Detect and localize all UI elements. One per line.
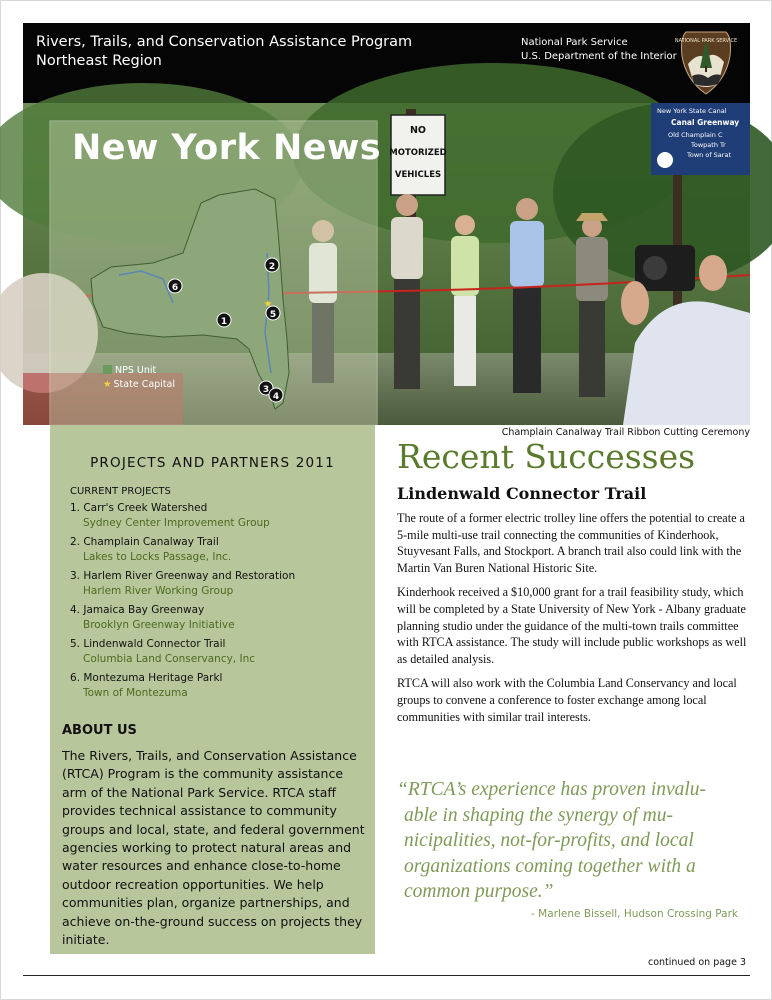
list-item — [70, 671, 370, 701]
legend-state-capital-label: State Capital — [113, 379, 176, 390]
quote-line: common purpose.” — [404, 881, 554, 902]
project-name: 6. Montezuma Heritage Parkl — [70, 672, 223, 684]
project-partner: Lakes to Locks Passage, Inc. — [83, 551, 232, 563]
legend-nps-unit — [103, 364, 175, 378]
project-partner: Brooklyn Greenway Initiative — [83, 619, 235, 631]
about-us-heading: ABOUT US — [62, 723, 137, 738]
nps-unit-swatch-icon — [103, 365, 112, 374]
story-paragraph: Kinderhook received a $10,000 grant for a trail feasibility study, which will be completed by a State University of New York - Albany graduate planning studio under the guidance of the multi-town trails committee with RTCA assistance. The study will include public workshops as well as detailed analysis. — [397, 585, 747, 666]
canal-sign-line-5: Town of Sarat — [687, 151, 731, 159]
map-marker-3: 3 — [262, 385, 270, 395]
list-item — [70, 535, 370, 565]
project-name: 4. Jamaica Bay Greenway — [70, 604, 205, 616]
map-marker-5: 5 — [269, 310, 277, 320]
map-marker-1: 1 — [220, 317, 228, 327]
canal-sign-line-3: Old Champlain C — [668, 131, 723, 139]
sign-line-no: NO — [409, 125, 427, 136]
quote-line: organizations coming together with a — [404, 855, 696, 877]
list-item — [70, 637, 370, 667]
agency-name — [521, 36, 677, 64]
story-body — [397, 510, 750, 733]
canal-sign-line-2: Canal Greenway — [671, 118, 740, 127]
bottom-divider — [23, 975, 750, 976]
sidebar-panel — [50, 425, 375, 954]
photo-caption: Champlain Canalway Trail Ribbon Cutting Ceremony — [501, 427, 750, 438]
project-name: 5. Lindenwald Connector Trail — [70, 638, 226, 650]
pull-quote — [397, 777, 750, 905]
story-paragraph: RTCA will also work with the Columbia Land Conservancy and local groups to convene a conference to foster exchange among local communities with similar trail interests. — [397, 676, 737, 724]
about-us-text: The Rivers, Trails, and Conservation Assistance (RTCA) Program is the community assistance arm of the National Park Service. RTCA staff provides technical assistance to community groups and local, state, and federal government agencies working to protect natural areas and water resources and enhance close-to-home outdoor recreation opportunities. We help communities plan, organize partnerships, and achieve on-the-ground success on projects they initiate. — [62, 748, 365, 948]
quote-line: able in shaping the synergy of mu- — [404, 804, 673, 826]
list-item — [70, 603, 370, 633]
legend-state-capital — [103, 378, 175, 392]
story-title: Lindenwald Connector Trail — [397, 484, 647, 503]
continued-link[interactable]: continued on page 3 — [647, 957, 746, 968]
sign-line-vehicles: VEHICLES — [394, 170, 442, 180]
star-icon: ★ — [103, 379, 112, 390]
quote-line: nicipalities, not-for-profits, and local — [404, 830, 694, 851]
project-partner: Columbia Land Conservancy, Inc — [83, 653, 255, 665]
list-item — [70, 501, 370, 531]
map-marker-6: 6 — [171, 283, 179, 293]
quote-line: “RTCA’s experience has proven invalu- — [397, 779, 707, 800]
story-paragraph: The route of a former electric trolley line offers the potential to create a 5-mile multi-use trail connecting the communities of Kinderhook, Stuyvesant Falls, and Stockport. A branch trail also could link with the Martin Van Buren National Historic Site. — [397, 511, 745, 575]
quote-attribution: - Marlene Bissell, Hudson Crossing Park — [531, 908, 738, 920]
project-partner: Town of Montezuma — [83, 687, 188, 699]
badge-text: NATIONAL PARK SERVICE — [674, 38, 738, 44]
projects-title: PROJECTS AND PARTNERS 2011 — [90, 455, 335, 471]
program-name — [36, 33, 412, 71]
project-partner: Sydney Center Improvement Group — [83, 517, 270, 529]
canal-sign-emblem-icon — [657, 152, 673, 168]
canal-sign-line-1: New York State Canal — [657, 107, 727, 115]
state-capital-star-icon: ★ — [263, 299, 273, 310]
section-title: Recent Successes — [397, 437, 696, 476]
map-marker-2: 2 — [268, 262, 276, 272]
project-name: 3. Harlem River Greenway and Restoration — [70, 570, 296, 582]
project-name: 1. Carr's Creek Watershed — [70, 502, 208, 514]
project-list — [70, 501, 370, 705]
map-marker-4: 4 — [272, 392, 280, 402]
program-line-1: Rivers, Trails, and Conservation Assistance Program — [36, 34, 413, 50]
legend-nps-unit-label: NPS Unit — [115, 365, 157, 376]
agency-line-1: National Park Service — [521, 37, 628, 48]
program-line-2: Northeast Region — [36, 53, 162, 69]
list-item — [70, 569, 370, 599]
canal-sign-line-4: Towpath Tr — [691, 141, 726, 149]
map-legend — [103, 364, 175, 392]
agency-line-2: U.S. Department of the Interior — [521, 51, 677, 62]
current-projects-label: CURRENT PROJECTS — [70, 486, 171, 497]
project-name: 2. Champlain Canalway Trail — [70, 536, 219, 548]
project-partner: Harlem River Working Group — [83, 585, 234, 597]
nps-arrowhead-logo-icon — [674, 28, 738, 96]
newsletter-title: New York News — [72, 128, 382, 168]
sign-line-motorized: MOTORIZED — [389, 148, 447, 158]
